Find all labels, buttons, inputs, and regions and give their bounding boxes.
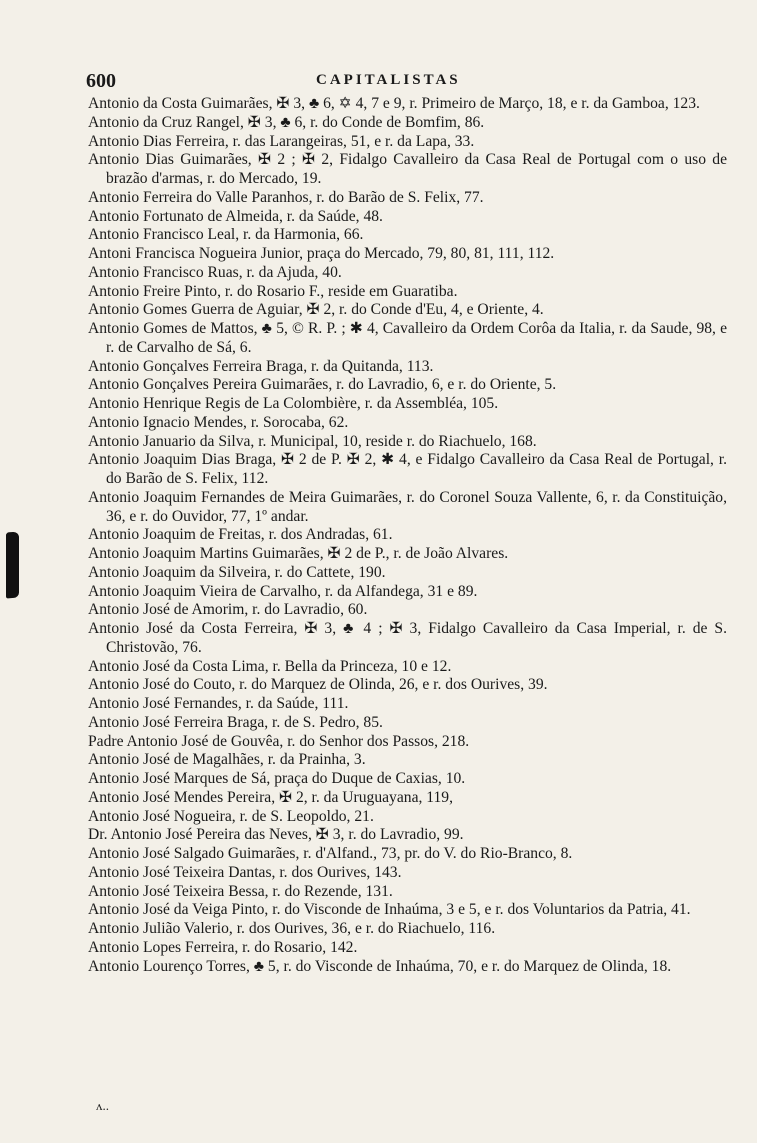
list-item: Antonio José Fernandes, r. da Saúde, 111. [88,695,349,712]
list-item: Antonio José Teixeira Bessa, r. do Rezende, 131. [88,882,393,900]
list-item: Antonio Freire Pinto, r. do Rosario F., reside em Guaratiba. [88,282,458,300]
list-item: Antonio José de Amorim, r. do Lavradio, 60. [88,601,368,619]
list-item: Antonio José Nogueira, r. de S. Leopoldo, 21. [88,807,374,825]
list-item: Antonio da Costa Guimarães, ✠ 3, ♣ 6, ✡ 4, 7 e 9, r. Primeiro de Março, 18, e r. da Gamboa, 123. [88,95,700,112]
running-head: CAPITALISTAS [316,72,461,88]
list-item: Antonio Henrique Regis de La Colombière, r. da Assembléa, 105. [88,395,499,412]
list-item: Antonio José Mendes Pereira, ✠ 2, r. da Uruguayana, 119, [88,788,453,806]
page-header [86,70,723,94]
list-item: Antonio Joaquim da Silveira, r. do Cattete, 190. [88,563,386,581]
list-item: Antonio José de Magalhães, r. da Prainha, 3. [88,751,366,769]
list-item: Antonio Francisco Leal, r. da Harmonia, 66. [88,226,364,244]
list-item: Antonio Francisco Ruas, r. da Ajuda, 40. [88,263,342,281]
entry-list [88,95,727,976]
list-item: Antonio Ignacio Mendes, r. Sorocaba, 62. [88,413,349,431]
list-item: Antonio Gomes Guerra de Aguiar, ✠ 2, r. do Conde d'Eu, 4, e Oriente, 4. [88,301,544,319]
list-item: Antonio José do Couto, r. do Marquez de Olinda, 26, e r. dos Ourives, 39. [88,676,548,694]
list-item: Antonio Joaquim Vieira de Carvalho, r. da Alfandega, 31 e 89. [88,582,478,600]
list-item: Antonio Gomes de Mattos, ♣ 5, © R. P. ; ✱ 4, Cavalleiro da Ordem Corôa da Italia, r. da Saude, 98, e r. de Carvalho de Sá, 6. [88,320,727,356]
list-item: Antonio José Ferreira Braga, r. de S. Pedro, 85. [88,713,383,731]
list-item: Antonio José Marques de Sá, praça do Duque de Caxias, 10. [88,770,466,787]
list-item: Antonio Gonçalves Pereira Guimarães, r. do Lavradio, 6, e r. do Oriente, 5. [88,376,557,394]
footer-mark: ʌ.. [96,1098,109,1113]
list-item: Antonio Fortunato de Almeida, r. da Saúde, 48. [88,207,383,225]
list-item: Antonio da Cruz Rangel, ✠ 3, ♣ 6, r. do Conde de Bomfim, 86. [88,113,485,131]
list-item: Antonio Joaquim Dias Braga, ✠ 2 de P. ✠ 2, ✱ 4, e Fidalgo Cavalleiro da Casa Real de Portugal, r. do Barão de S. Felix, 112. [88,451,727,487]
list-item: Antonio Joaquim Fernandes de Meira Guimarães, r. do Coronel Souza Vallente, 6, r. da Constituição, 36, e r. do Ouvidor, 77, 1º andar. [88,488,727,525]
list-item: Antonio Gonçalves Ferreira Braga, r. da Quitanda, 113. [88,357,434,375]
list-item: Padre Antonio José de Gouvêa, r. do Senhor dos Passos, 218. [88,732,470,750]
list-item: Antonio José da Veiga Pinto, r. do Visconde de Inhaúma, 3 e 5, e r. dos Voluntarios da Patria, 41. [88,901,691,919]
list-item: Antonio José Teixeira Dantas, r. dos Ourives, 143. [88,863,402,881]
list-item: Antonio Joaquim de Freitas, r. dos Andradas, 61. [88,526,393,544]
list-item: Dr. Antonio José Pereira das Neves, ✠ 3, r. do Lavradio, 99. [88,826,464,844]
page-number: 600 [86,70,116,92]
list-item: Antonio Ferreira do Valle Paranhos, r. do Barão de S. Felix, 77. [88,188,484,206]
list-item: Antonio Dias Ferreira, r. das Larangeiras, 51, e r. da Lapa, 33. [88,132,475,150]
list-item: Antonio José da Costa Ferreira, ✠ 3, ♣ 4 ; ✠ 3, Fidalgo Cavalleiro da Casa Imperial, r. de S. Christovão, 76. [88,620,727,656]
ink-blot [6,532,19,599]
list-item: Antonio José da Costa Lima, r. Bella da Princeza, 10 e 12. [88,657,452,675]
list-item: Antonio Lopes Ferreira, r. do Rosario, 142. [88,938,358,956]
list-item: Antonio Julião Valerio, r. dos Ourives, 36, e r. do Riachuelo, 116. [88,920,496,937]
list-item: Antonio Joaquim Martins Guimarães, ✠ 2 de P., r. de João Alvares. [88,545,509,562]
list-item: Antonio Lourenço Torres, ♣ 5, r. do Visconde de Inhaúma, 70, e r. do Marquez de Olinda, 18. [88,957,672,975]
list-item: Antonio José Salgado Guimarães, r. d'Alfand., 73, pr. do V. do Rio-Branco, 8. [88,845,573,862]
list-item: Antonio Dias Guimarães, ✠ 2 ; ✠ 2, Fidalgo Cavalleiro da Casa Real de Portugal com o uso de brazão d'armas, r. do Mercado, 19. [88,151,727,187]
list-item: Antoni Francisca Nogueira Junior, praça do Mercado, 79, 80, 81, 111, 112. [88,245,555,262]
list-item: Antonio Januario da Silva, r. Municipal, 10, reside r. do Riachuelo, 168. [88,432,537,450]
